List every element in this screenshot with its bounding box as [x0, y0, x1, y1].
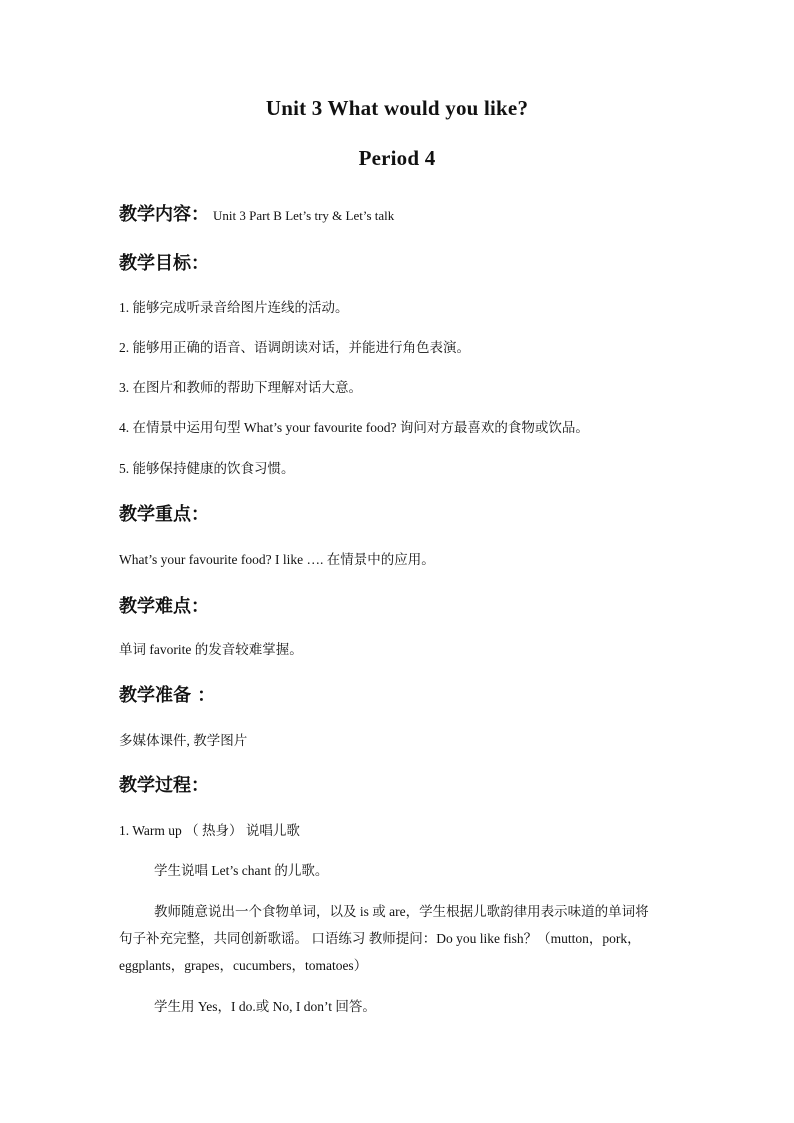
process-paragraph-1: 学生说唱 Let’s chant 的儿歌。 — [154, 863, 329, 878]
document-title: Unit 3 What would you like? — [265, 96, 529, 120]
difficult-points-text: 单词 favorite 的发音较难掌握。 — [119, 642, 303, 657]
process-step-1: 1. Warm up （ 热身） 说唱儿歌 — [119, 823, 300, 838]
key-points-heading: 教学重点： — [119, 504, 209, 525]
period-title: Period 4 — [358, 146, 436, 170]
goal-item-4: 4. 在情景中运用句型 What’s your favourite food? 询问对方最喜欢的食物或饮品。 — [119, 420, 589, 435]
process-paragraph-3: 学生用 Yes，I do.或 No, I don’t 回答。 — [154, 999, 376, 1014]
preparation-text: 多媒体课件, 教学图片 — [119, 733, 248, 748]
preparation-heading: 教学准备 ： — [119, 685, 216, 706]
process-heading: 教学过程： — [119, 775, 209, 796]
process-paragraph-2-line-3: eggplants，grapes，cucumbers，tomatoes） — [119, 958, 368, 973]
key-points-text: What’s your favourite food? I like …. 在情景中的应用。 — [119, 552, 435, 567]
difficult-points-heading: 教学难点： — [119, 596, 209, 617]
goal-item-5: 5. 能够保持健康的饮食习惯。 — [119, 461, 295, 476]
content-heading: 教学内容： — [119, 204, 209, 225]
process-paragraph-2-line-1: 教师随意说出一个食物单词，以及 is 或 are，学生根据儿歌韵律用表示味道的单词将 — [154, 904, 649, 919]
goal-item-1: 1. 能够完成听录音给图片连线的活动。 — [119, 300, 349, 315]
goal-item-3: 3. 在图片和教师的帮助下理解对话大意。 — [119, 380, 362, 395]
goals-heading: 教学目标： — [119, 253, 209, 274]
process-paragraph-2-line-2: 句子补充完整，共同创新歌谣。 口语练习 教师提问：Do you like fish？（mutton，pork， — [119, 931, 641, 946]
content-heading-row — [119, 200, 394, 226]
goal-item-2: 2. 能够用正确的语音、语调朗读对话，并能进行角色表演。 — [119, 340, 470, 355]
content-text: Unit 3 Part B Let’s try & Let’s talk — [213, 208, 395, 223]
